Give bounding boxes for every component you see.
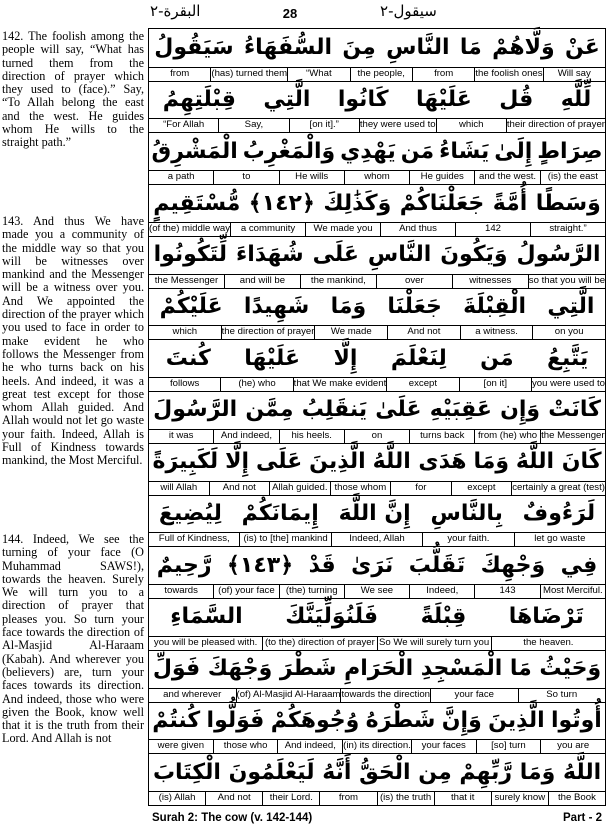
gloss-cell: over <box>376 275 452 288</box>
arabic-word: سَيَقُولُ <box>154 35 234 61</box>
arabic-word: وُجُوهَكُمْ <box>270 707 360 733</box>
arabic-word: وَلَّاهُمْ <box>492 35 555 61</box>
arabic-word: لِيُضِيعَ <box>158 500 222 526</box>
gloss-cell: you are <box>540 740 605 753</box>
arabic-word: كُنتُمْ <box>152 707 201 733</box>
gloss-cell: whom <box>344 171 409 184</box>
gloss-cell: He wills <box>279 171 344 184</box>
translation-142 <box>2 30 144 150</box>
arabic-word: الْكِتَابَ <box>152 759 221 785</box>
arabic-word: الرَّسُولَ <box>153 397 238 423</box>
gloss-cell: And indeed, <box>213 430 278 443</box>
arabic-word: إِيمَانَكُمْ <box>241 500 319 526</box>
gloss-cell: a path <box>167 171 195 183</box>
gloss-cell: (the) turning <box>279 585 344 598</box>
word-by-word-grid <box>148 28 606 806</box>
arabic-word: إِنَّ اللَّهَ <box>338 500 411 526</box>
gloss-line <box>149 67 605 82</box>
arabic-word: لِّلَّهِ <box>560 87 592 113</box>
arabic-word: تَرْضَاهَا <box>508 604 584 630</box>
gloss-cell: towards the direction <box>341 688 430 700</box>
gloss-cell: We made <box>314 326 387 339</box>
gloss-cell: from (he) who <box>474 430 539 443</box>
translation-143 <box>2 215 144 468</box>
gloss-cell: [so] turn <box>476 740 541 753</box>
gloss-line <box>149 170 605 185</box>
arabic-word: شَطْرَهُ <box>365 707 436 733</box>
gloss-cell: 142 <box>455 223 530 236</box>
arabic-word: فِي <box>560 552 598 578</box>
gloss-cell: (he) who <box>220 378 292 391</box>
arabic-word: مِمَّن <box>245 397 294 423</box>
verse-row <box>149 650 605 702</box>
gloss-cell: those whom <box>330 482 391 495</box>
verse-row <box>149 236 605 288</box>
gloss-line <box>149 118 605 133</box>
arabic-word: تَقَلُّبَ <box>408 552 466 578</box>
arabic-word: وَمَا <box>519 759 556 785</box>
page-number: 28 <box>282 6 298 21</box>
arabic-word: اللَّهُ <box>563 759 602 785</box>
arabic-line <box>149 236 605 274</box>
gloss-cell: they were used to <box>359 119 436 131</box>
footer-surah-verse: Surah 2: The cow (v. 142-144) <box>152 812 313 824</box>
arabic-word: يَنقَلِبُ <box>301 397 368 423</box>
arabic-word: مِنَ <box>342 35 376 61</box>
gloss-cell: from <box>319 792 376 805</box>
gloss-line <box>149 532 605 547</box>
gloss-cell: turns back <box>409 430 474 443</box>
arabic-line <box>149 29 605 67</box>
arabic-line <box>149 598 605 636</box>
gloss-cell: you will be pleased with. <box>153 636 258 648</box>
arabic-word: فَلَنُوَلِّيَنَّكَ <box>285 604 379 630</box>
gloss-cell: a community <box>230 223 305 236</box>
gloss-cell: a witness. <box>460 326 533 339</box>
gloss-cell: And indeed, <box>277 740 342 753</box>
arabic-word: قَدْ <box>308 552 336 578</box>
verse-row <box>149 184 605 236</box>
arabic-word: كَانَ اللَّهُ <box>515 449 602 475</box>
gloss-cell: which <box>436 119 506 132</box>
arabic-word: مِن <box>418 759 452 785</box>
arabic-word: السَّمَاءِ <box>170 604 243 630</box>
arabic-word: وَالْمَغْرِبُ <box>242 138 336 164</box>
gloss-line <box>149 481 605 496</box>
arabic-word: قُل <box>499 87 534 113</box>
gloss-cell: And thus <box>380 223 455 236</box>
gloss-cell: their Lord. <box>262 792 319 805</box>
arabic-word: الرَّسُولُ <box>516 242 601 268</box>
gloss-cell: towards <box>164 585 198 597</box>
gloss-cell: let go waste <box>514 533 605 546</box>
gloss-line <box>149 222 605 237</box>
gloss-cell: [on it] <box>459 378 531 391</box>
verse-row <box>149 753 605 805</box>
gloss-cell: and wherever <box>163 688 222 700</box>
verse-row <box>149 443 605 495</box>
arabic-line <box>149 443 605 481</box>
gloss-cell: the heaven. <box>491 637 605 650</box>
header-part-name: سیقول-۲ <box>380 2 437 20</box>
translation-144-text: 144. Indeed, We see the turning of your face (O Muhammad SAWS!), towards the heaven. Surely We will turn you to a direction of prayer that pleases you. So turn your face towards the direction of Al-Masjid Al-Haraam (Kabah). And wherever you (believers) are, turn your faces towards its direction. And indeed, those who were given the Book, know well that it is the truth from their Lord. And Allah is not <box>2 532 144 746</box>
arabic-word: كُنتَ <box>165 345 211 371</box>
gloss-cell: the mankind, <box>300 275 376 288</box>
arabic-word: إِلَىٰ <box>494 138 533 164</box>
gloss-cell: (is) the east <box>540 171 605 184</box>
gloss-cell: on <box>344 430 409 443</box>
verse-row <box>149 495 605 547</box>
arabic-word: الَّتِي <box>263 87 311 113</box>
gloss-cell: Will say <box>543 68 605 81</box>
gloss-cell: And not <box>387 326 460 339</box>
gloss-line <box>149 636 605 651</box>
arabic-word: لَكَبِيرَةً <box>152 449 219 475</box>
gloss-cell: So We will surely turn you <box>377 637 491 650</box>
arabic-word: إِلَّا <box>225 449 250 475</box>
arabic-word: عَلَيْهَا <box>244 345 301 371</box>
arabic-line <box>149 546 605 584</box>
arabic-word: وَكَذَٰلِكَ <box>323 190 392 216</box>
arabic-word: صِرَاطٍ <box>537 138 603 164</box>
gloss-cell: the Book <box>548 792 605 805</box>
arabic-word: إِلَّا <box>333 345 358 371</box>
verse-row <box>149 288 605 340</box>
gloss-cell: And not <box>209 482 270 495</box>
gloss-cell: Allah guided. <box>269 482 330 495</box>
gloss-cell: the people, <box>350 68 412 81</box>
gloss-cell: the Messenger <box>154 274 219 286</box>
arabic-word: الْمَسْجِدِ الْحَرَامِ <box>344 656 503 682</box>
arabic-word: عَنْ <box>565 35 600 61</box>
arabic-word: وَحَيْثُ مَا <box>509 656 602 682</box>
verse-row <box>149 546 605 598</box>
gloss-cell: the direction of prayer <box>221 326 315 338</box>
arabic-word: فَوَلُّوا <box>206 707 265 733</box>
arabic-word: جَعَلْنَا <box>387 294 442 320</box>
arabic-word: أُمَّةً <box>492 190 528 216</box>
gloss-line <box>149 584 605 599</box>
gloss-cell: Most Merciful. <box>540 585 605 598</box>
gloss-cell: their direction of prayer <box>506 119 605 131</box>
footer-part: Part - 2 <box>563 812 602 824</box>
verse-row <box>149 391 605 443</box>
verse-row <box>149 339 605 391</box>
gloss-cell: your faith. <box>422 533 513 546</box>
arabic-line <box>149 391 605 429</box>
gloss-cell: witnesses <box>452 275 528 288</box>
gloss-cell: And not <box>205 792 262 805</box>
arabic-word: فَوَلِّ <box>152 656 201 682</box>
arabic-word: الَّتِي <box>547 294 595 320</box>
gloss-cell: from <box>412 68 474 81</box>
gloss-cell: to <box>213 171 278 184</box>
gloss-cell: [on it].” <box>289 119 359 132</box>
arabic-word: النَّاسِ <box>386 35 450 61</box>
arabic-word: قِبْلَةً <box>420 604 467 630</box>
translation-144 <box>2 533 144 746</box>
arabic-line <box>149 650 605 688</box>
arabic-word: ﴿١٤٢﴾ <box>248 190 315 216</box>
gloss-cell: the Messenger <box>541 429 605 441</box>
arabic-word: يَهْدِي <box>340 138 396 164</box>
gloss-line <box>149 739 605 754</box>
gloss-cell: (of the) middle way <box>149 222 231 234</box>
gloss-cell: (has) turned them <box>211 67 288 79</box>
gloss-cell: Indeed, <box>409 585 474 598</box>
verse-row <box>149 29 605 81</box>
arabic-line <box>149 81 605 119</box>
gloss-cell: Indeed, Allah <box>331 533 422 546</box>
gloss-cell: (of) your face <box>213 585 278 598</box>
arabic-line <box>149 132 605 170</box>
gloss-cell: from <box>170 67 190 79</box>
gloss-cell: the foolish ones <box>475 67 543 79</box>
gloss-cell: “For Allah <box>163 119 205 131</box>
page-header <box>0 0 609 26</box>
arabic-word: لَيَعْلَمُونَ <box>228 759 315 785</box>
verse-row <box>149 598 605 650</box>
gloss-cell: so that you will be <box>528 274 606 286</box>
arabic-line <box>149 753 605 791</box>
gloss-cell: his heels. <box>279 430 344 443</box>
arabic-word: مَن <box>480 345 514 371</box>
arabic-word: السُّفَهَاءُ <box>243 35 332 61</box>
arabic-word: الْحَقُّ <box>359 759 411 785</box>
arabic-line <box>149 339 605 377</box>
gloss-cell: those who <box>213 740 278 753</box>
gloss-cell: it was <box>168 429 194 441</box>
gloss-cell: (of) Al-Masjid Al-Haraam <box>236 688 341 700</box>
arabic-word: ﴿١٤٣﴾ <box>227 552 294 578</box>
arabic-word: وَإِنَّ <box>441 707 482 733</box>
gloss-cell: straight.” <box>530 223 605 236</box>
gloss-cell: you were used to <box>531 378 606 390</box>
arabic-word: قِبْلَتِهِمُ <box>162 87 236 113</box>
header-surah-name: البقرة-۲ <box>150 2 201 20</box>
arabic-word: عَلَيْكُمْ <box>159 294 223 320</box>
gloss-cell: Say, <box>218 119 288 132</box>
verse-row <box>149 702 605 754</box>
arabic-word: لِنَعْلَمَ <box>390 345 447 371</box>
gloss-cell: (is) Allah <box>158 791 196 803</box>
arabic-word: كَانُوا <box>337 87 389 113</box>
translation-143-text: 143. And thus We have made you a community of the middle way so that you will be witnesses over mankind and the Messenger will be a witness over you. And We appointed the direction of the prayer which you used to face in order to make evident he who follows the Messenger from he who turns back on his heels. And indeed, it was a great test except for those whom Allah guided. And Allah would not let go waste your faith. Indeed, Allah is Full of Kindness towards mankind, the Most Merciful. <box>2 214 144 468</box>
arabic-word: جَعَلْنَاكُمْ <box>399 190 485 216</box>
arabic-word: عَلَى <box>255 449 303 475</box>
arabic-word: وَجْهَكَ <box>207 656 273 682</box>
arabic-word: هَدَى اللَّهُ <box>372 449 467 475</box>
arabic-word: عَلَى <box>312 242 359 268</box>
gloss-cell: and the west. <box>474 171 539 184</box>
gloss-line <box>149 791 605 806</box>
arabic-word: النَّاسِ <box>367 242 432 268</box>
arabic-word: وَإِن <box>500 397 541 423</box>
gloss-cell: We made you <box>305 223 380 236</box>
arabic-word: أُوتُوا <box>551 707 602 733</box>
gloss-cell: “What <box>287 68 349 81</box>
arabic-word: عَلَيْهَا <box>415 87 472 113</box>
gloss-cell: 143 <box>474 585 539 598</box>
arabic-line <box>149 495 605 533</box>
arabic-word: لِّتَكُونُوا <box>153 242 227 268</box>
arabic-word: شَهِيدًا <box>243 294 310 320</box>
arabic-word: الَّذِينَ <box>309 449 366 475</box>
arabic-word: وَسَطًا <box>535 190 601 216</box>
arabic-word: وَيَكُونَ <box>440 242 508 268</box>
arabic-word: أَنَّهُ <box>322 759 352 785</box>
gloss-cell: (is) to [the] mankind <box>239 533 330 546</box>
gloss-cell: which <box>172 326 198 338</box>
gloss-cell: your face <box>430 689 518 702</box>
gloss-cell: Full of Kindness, <box>158 533 230 545</box>
verse-row <box>149 132 605 184</box>
arabic-line <box>149 288 605 326</box>
arabic-word: الَّذِينَ <box>488 707 545 733</box>
gloss-cell: follows <box>170 378 200 390</box>
gloss-cell: (in) its direction. <box>343 740 411 752</box>
gloss-cell: and will be <box>224 275 300 288</box>
gloss-cell: will Allah <box>160 481 198 493</box>
gloss-cell: your faces <box>411 740 476 753</box>
arabic-word: نَرَىٰ <box>351 552 394 578</box>
gloss-cell: surely know <box>491 792 548 805</box>
gloss-cell: (to the) direction of prayer <box>262 637 376 650</box>
page-footer <box>148 810 606 828</box>
verse-row <box>149 81 605 133</box>
gloss-cell: that We make evident <box>293 378 387 390</box>
arabic-word: مَا <box>459 35 482 61</box>
gloss-line <box>149 377 605 392</box>
arabic-word: الْمَشْرِقُ <box>151 138 238 164</box>
gloss-cell: except <box>386 378 458 391</box>
arabic-word: عَلَىٰ <box>375 397 422 423</box>
arabic-line <box>149 702 605 740</box>
arabic-word: رَّحِيمٌ <box>156 552 212 578</box>
arabic-word: الْقِبْلَةَ <box>463 294 527 320</box>
arabic-word: وَجْهِكَ <box>480 552 546 578</box>
arabic-word: رَّبِّهِمْ <box>459 759 513 785</box>
gloss-line <box>149 429 605 444</box>
arabic-word: كَانَتْ <box>548 397 601 423</box>
gloss-cell: We see <box>344 585 409 598</box>
arabic-word: شَطْرَ <box>279 656 337 682</box>
gloss-cell: were given <box>157 740 205 752</box>
gloss-cell: that it <box>434 792 491 805</box>
arabic-word: وَمَا <box>330 294 367 320</box>
arabic-word: لَرَءُوفٌ <box>522 500 596 526</box>
arabic-line <box>149 184 605 222</box>
arabic-word: عَقِبَيْهِ <box>429 397 492 423</box>
arabic-word: مَن <box>400 138 435 164</box>
arabic-word: مُّسْتَقِيمٍ <box>153 190 241 216</box>
gloss-line <box>149 325 605 340</box>
arabic-word: وَمَا <box>473 449 510 475</box>
arabic-word: يَتَّبِعُ <box>547 345 589 371</box>
gloss-cell: He guides <box>409 171 474 184</box>
gloss-cell: except <box>451 482 512 495</box>
arabic-word: يَشَاءُ <box>439 138 490 164</box>
gloss-cell: So turn <box>518 689 606 702</box>
gloss-line <box>149 688 605 703</box>
gloss-cell: certainly a great (test) <box>512 481 605 493</box>
translation-142-text: 142. The foolish among the people will say, “What has turned them from the direction of prayer which they used to (face).” Say, “To Allah belong the east and the west. He guides whom He wills to the straight path.” <box>2 29 144 150</box>
gloss-cell: (is) the truth <box>377 792 434 805</box>
gloss-cell: on you <box>532 326 605 339</box>
gloss-line <box>149 274 605 289</box>
arabic-word: بِالنَّاسِ <box>430 500 503 526</box>
arabic-word: شُهَدَاءَ <box>235 242 304 268</box>
gloss-cell: for <box>390 482 451 495</box>
